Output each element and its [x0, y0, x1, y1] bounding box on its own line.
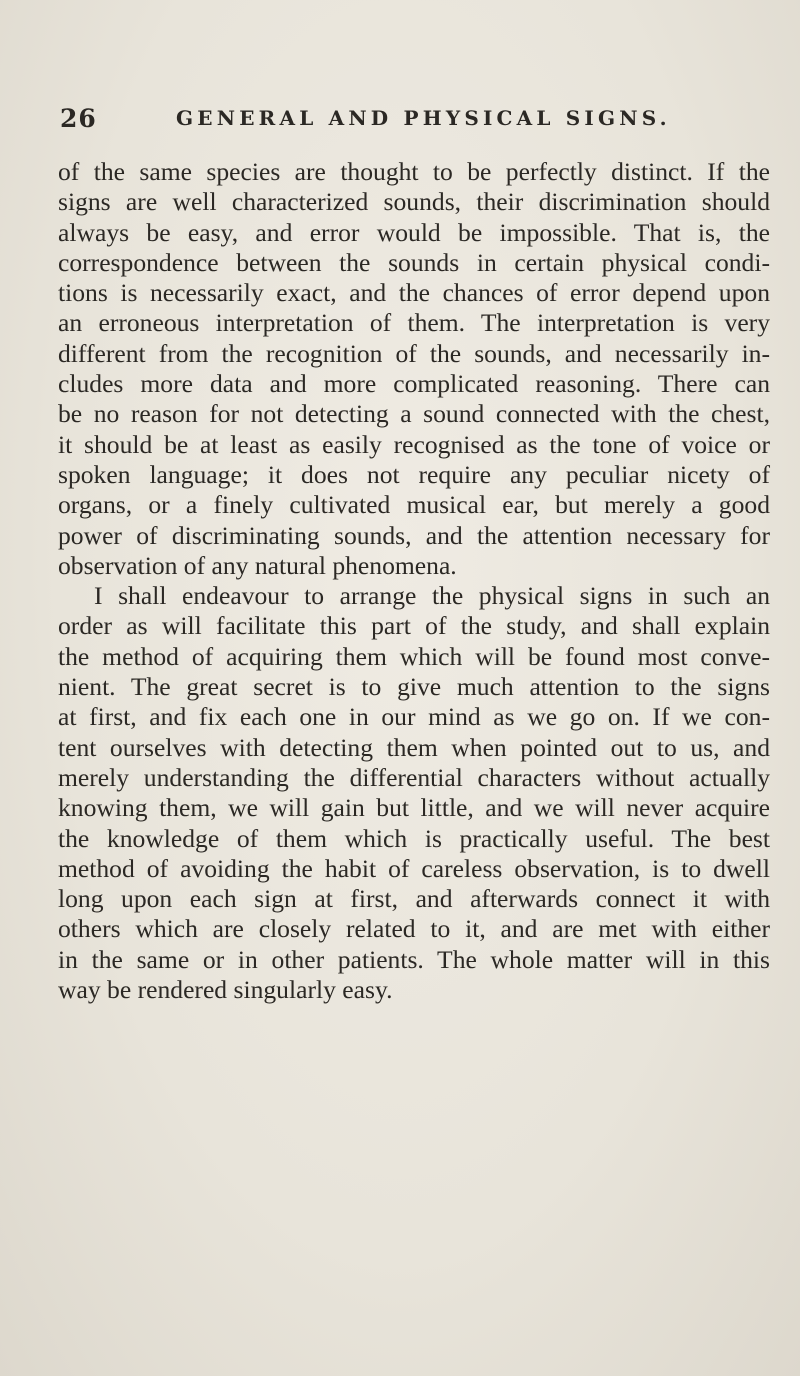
- text-line: observation of any natural phenomena.: [58, 550, 457, 580]
- body-text: [58, 157, 770, 1005]
- running-head: [60, 104, 760, 140]
- text-line: correspondence between the sounds in certain physical condi-: [58, 247, 770, 277]
- text-line: cludes more data and more complicated reasoning. There can: [58, 369, 770, 399]
- text-line: long upon each sign at first, and afterwards connect it with: [58, 884, 770, 914]
- text-line: nient. The great secret is to give much attention to the signs: [58, 672, 770, 702]
- text-line: at first, and fix each one in our mind as we go on. If we con-: [58, 702, 770, 732]
- text-line: I shall endeavour to arrange the physical signs in such an: [94, 581, 770, 611]
- paragraph-2: [58, 581, 770, 1005]
- text-line: different from the recognition of the sounds, and necessarily in-: [58, 338, 770, 368]
- text-line: power of discriminating sounds, and the attention necessary for: [58, 520, 770, 550]
- text-line: tions is necessarily exact, and the chances of error depend upon: [58, 278, 770, 308]
- text-line: knowing them, we will gain but little, and we will never acquire: [58, 793, 770, 823]
- text-line: always be easy, and error would be impossible. That is, the: [58, 217, 770, 247]
- text-line: merely understanding the differential characters without actually: [58, 762, 770, 792]
- text-line: it should be at least as easily recognised as the tone of voice or: [58, 429, 770, 459]
- text-line: in the same or in other patients. The whole matter will in this: [58, 944, 770, 974]
- running-head-title: GENERAL AND PHYSICAL SIGNS.: [176, 106, 671, 130]
- paragraph-1: [58, 157, 770, 581]
- page-number: 26: [60, 104, 97, 133]
- text-line: an erroneous interpretation of them. The interpretation is very: [58, 308, 770, 338]
- text-line: be no reason for not detecting a sound connected with the chest,: [58, 399, 770, 429]
- text-line: method of avoiding the habit of careless observation, is to dwell: [58, 853, 770, 883]
- text-line: organs, or a finely cultivated musical ear, but merely a good: [58, 490, 770, 520]
- text-line: of the same species are thought to be perfectly distinct. If the: [58, 157, 770, 186]
- text-line: way be rendered singularly easy.: [58, 975, 393, 1005]
- text-line: spoken language; it does not require any peculiar nicety of: [58, 459, 770, 489]
- text-line: the method of acquiring them which will be found most conve-: [58, 641, 770, 671]
- text-line: signs are well characterized sounds, their discrimination should: [58, 187, 770, 217]
- text-line: tent ourselves with detecting them when pointed out to us, and: [58, 732, 770, 762]
- text-line: others which are closely related to it, and are met with either: [58, 914, 770, 944]
- text-line: the knowledge of them which is practically useful. The best: [58, 823, 770, 853]
- text-line: order as will facilitate this part of the study, and shall explain: [58, 611, 770, 641]
